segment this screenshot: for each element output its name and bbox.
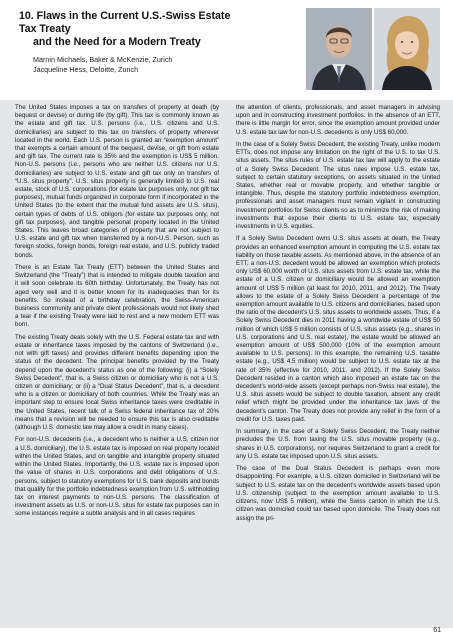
paragraph: If a Solely Swiss Decedent owns U.S. situs assets at death, the Treaty provides an enhanced exemption amount in computing the U.S. estate tax liability on those taxable assets. As mentioned above, in the absence of an ETT, a non-U.S. decedent would be allowed an exemption which protects only US$ 60,000 worth of U.S. situs assets from U.S. estate tax, while the estate of a U.S. citizen or domiciliary would be allowed an exemption amount of US$ 5 million (at least for 2010, 2011, and 2012). The Treaty allows to the estate of a Solely Swiss Decedent a percentage of the exemption amount available to U.S. citizens and domiciliaries, based upon the ratio of the decedent’s U.S. situs assets to worldwide assets. Thus, if a Solely Swiss Decedent dies in 2011 having a worldwide estate of US$ 50 million of which US$ 5 million consists of U.S. situs assets (e.g., shares in U.S. corporations and U.S. real estate), the estate would be allowed an exemption amount of US$ 500,000 (10% of the exemption amount available to U.S. persons). In this example, the remaining U.S. taxable estate (e.g., US$ 4.5 million) would be subject to U.S. estate tax at the rate of 35% (effective for 2010, 2011, and 2012). If the Solely Swiss Decedent resided in a canton which also imposed an estate tax on the decedent’s world-wide assets (except perhaps non-Swiss real estate), the U.S. situs assets would be subject to double taxation, absent any credit relief which might be provided under the inheritance tax laws of the decedent’s canton. The Treaty does not provide any relief in the form of a credit for U.S. taxes paid. (236, 235, 440, 423)
author-2: Jacqueline Hess, Deloitte, Zurich (33, 64, 139, 74)
paragraph: The existing Treaty deals solely with the U.S. Federal estate tax and with estate or inheritance taxes imposed by the cantons of Switzerland (i.e., not with gift taxes) and provides different benefits depending upon the status of the decedent. The principal benefits provided by the Treaty depend upon the decedent’s status as one of the following: (i) a “Solely Swiss Decedent”, that is, a Swiss citizen or domiciliary who is not a U.S. citizen or domiciliary; or (ii) a “Dual Status Decedent”, that is, a decedent who is a citizen or domiciliary of both countries. While the Treaty was an important step to ensure local Swiss inheritance taxes were creditable in the United States, recent talk of a Swiss federal inheritance tax of 20% means that a revision will be needed to ensure this tax is also creditable (although U.S. domestic law may allow a credit in many cases). (15, 333, 219, 432)
article-title-line-2: and the Need for a Modern Treaty (33, 36, 201, 48)
portrait-photo-man-icon (306, 8, 372, 90)
article-title (19, 10, 249, 49)
paragraph: For non-U.S. decedents (i.e., a decedent who is neither a U.S. citizen nor a U.S. domiciliary), the U.S. estate tax is imposed on real property located within the United States, and on tangible and intangible property situated within the United States. Importantly, the U.S. estate tax is imposed upon the value of shares in U.S. corporations and debt obligations of U.S. persons, subject to statutory exemptions for U.S. bank deposits and bonds that qualify for the portfolio indebtedness exemption from U.S. withholding tax on interest payments to non-U.S. persons. The classification of investment assets as U.S. or non-U.S. situs for estate tax purposes can in some instances require a subtle analysis and in all cases requires (15, 436, 219, 518)
author-list (19, 55, 249, 74)
paragraph: The case of the Dual Status Decedent is perhaps even more disappointing. For example, a U.S. citizen domiciled in Switzerland will be subject to U.S. estate tax on the decedent’s worldwide assets based upon U.S. citizenship (subject to the exemption amount available to U.S. citizens, now US$ 5 million), while the Swiss canton in which the U.S. citizen was domiciled could tax based upon domicile. The Treaty does not assign the pri- (236, 465, 440, 522)
article-header (19, 10, 249, 74)
paragraph: In the case of a Solely Swiss Decedent, the existing Treaty, unlike modern ETTs, does not impose any limitation on the right of the U.S. to tax U.S. situs assets. The situs rules of U.S. estate tax law will apply to the estate of a Solely Swiss Decedent. The situs rules impose U.S. estate tax, subject to certain statutory exceptions, on assets situated in the United States, whether real or movable property, and whether tangible or intangible. Thus, despite the statutory portfolio indebtedness exemption, professionals and asset managers must remain vigilant in constructing investment portfolios for Swiss clients so as to minimize the risk of making investments that expose their clients to U.S. estate tax, especially investments in U.S. equities. (236, 141, 440, 231)
author-photo-1 (306, 8, 372, 90)
author-1: Marnin Michaels, Baker & McKenzie, Zurich (33, 55, 173, 64)
left-column (15, 104, 219, 523)
portrait-photo-woman-icon (374, 8, 440, 90)
article-title-line-1: 10. Flaws in the Current U.S.-Swiss Estate Tax Treaty (19, 10, 231, 35)
paragraph: The United States imposes a tax on transfers of property at death (by bequest or devise) or during life (by gift). This tax is commonly known as the estate and gift tax. U.S. persons (i.e., U.S. citizens and U.S. domiciliaries) are subject to this tax on transfers of property wherever located in the world. Each U.S. person is granted an “exemption amount” that exempts a certain amount of the bequest, devise, or gift from estate and gift tax. The current rate is 35% and the exemption is US$ 5 million. Non-U.S. persons (i.e., persons who are neither U.S. citizens nor U.S. domiciliaries) are subject to U.S. estate and gift tax only on transfers of “U.S. situs property”. U.S. situs property is generally limited to U.S. real estate, stock of U.S. corporations (for estate tax purposes only, not gift tax purposes), mutual funds organized in corporate form if incorporated in the United States (to the extent that the mutual fund assets are U.S. situs), certain types of debts of U.S. obligors (for estate tax purposes only, not gift tax purposes), and tangible personal property located in the United States. This leaves broad categories of property that are not subject to U.S. estate and gift tax when transferred by a non-U.S. Person, such as foreign stocks, foreign bonds, foreign real estate, and U.S. publicly traded bonds. (15, 104, 219, 259)
page-number: 61 (433, 627, 441, 634)
right-column (236, 104, 440, 527)
paragraph: the attention of clients, professionals, and asset managers in advising upon and in constructing investment portfolios. In the absence of an ETT, there is little margin for error, since the exemption amount provided under U.S. estate tax law for non-U.S. decedents is only US$ 60,000. (236, 104, 440, 136)
author-photo-2 (374, 8, 440, 90)
paragraph: There is an Estate Tax Treaty (ETT) between the United States and Switzerland (the “Treaty”) that is intended to mitigate double taxation and it will soon celebrate its 60th birthday. Unfortunately, the Treaty has not aged very well and it is better known for its inadequacies than for its benefits. So instead of a birthday celebration, the Swiss-American business community and private client professionals would not likely shed a tear if the existing Treaty were laid to rest and a new modern ETT was born. (15, 264, 219, 329)
paragraph: In summary, in the case of a Solely Swiss Decedent, the Treaty neither precludes the U.S. from taxing the U.S. situs movable property (e.g., shares in U.S. corporations), nor requires Switzerland to grant a credit for any U.S. estate tax imposed upon U.S. situs assets. (236, 428, 440, 460)
